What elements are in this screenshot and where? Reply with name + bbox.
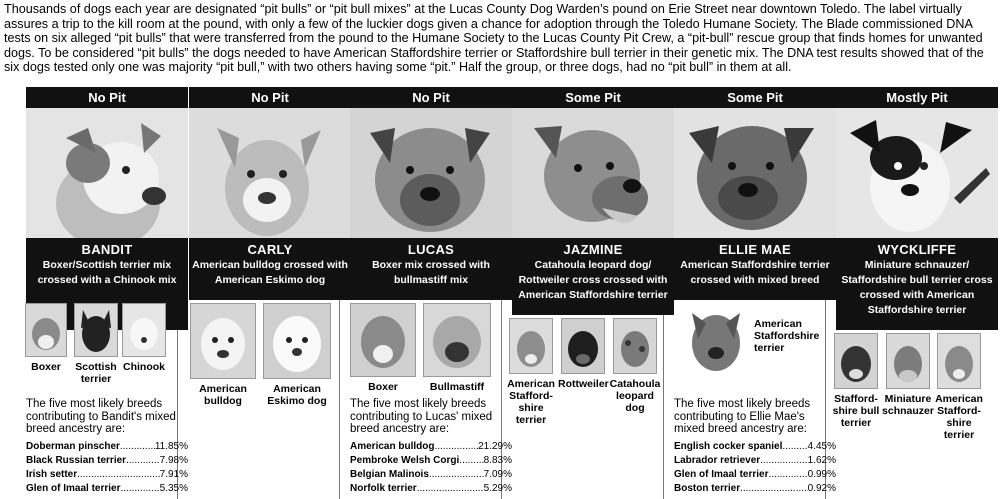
breed-photo	[263, 303, 331, 379]
status-label: No Pit	[350, 87, 512, 108]
breed-label: American Stafford-shire terrier	[935, 393, 983, 441]
ancestry-percent: 0.99%	[807, 468, 836, 480]
ancestry-breed: Irish setter	[26, 468, 78, 480]
intro-paragraph: Thousands of dogs each year are designated “pit bulls” or “pit bull mixes” at the Lucas County Dog Warden’s pound on Erie Street near downtown Toledo. The label virtually assures a trip to the kill room at the pound, with only a few of the luckier dogs given a chance for adoption through the Toledo Humane Society. The Blade commissioned DNA tests on six alleged “pit bulls” that were transferred from the pound to the Humane Society to the Lucas County Pit Crew, a “pit-bull” rescue group that finds homes for unwanted dogs. To be considered “pit bulls” the dogs needed to have American Staffordshire terrier or Staffordshire bull terrier in their genetic mix. The DNA test results showed that of the six dogs tested only one was majority “pit bull,” with two others having some “pit.” Half the group, or three dogs, had no “pit bull” in them at all.	[4, 2, 984, 74]
breed-photo	[190, 303, 256, 379]
dog-name-box	[512, 238, 674, 315]
dog-column-lucas	[350, 87, 512, 499]
ancestry-breed: American bulldog	[350, 440, 435, 452]
ancestry-breed: English cocker spaniel	[674, 440, 783, 452]
ancestry-percent: 7.91%	[159, 468, 188, 480]
breed-label: American Staffordshire terrier	[754, 318, 820, 354]
dog-name: CARLY	[247, 242, 293, 257]
breed-label: Rottweiler	[558, 378, 609, 390]
ancestry-percent: 7.09%	[483, 468, 512, 480]
breed-label: Bullmastiff	[429, 381, 485, 393]
ancestry-breed: Labrador retriever	[674, 454, 761, 466]
dog-name: JAZMINE	[563, 242, 623, 257]
ancestry-percent: 8.83%	[483, 454, 512, 466]
dog-name: LUCAS	[407, 242, 455, 257]
breed-photo	[886, 333, 930, 389]
breed-item	[830, 333, 882, 429]
breed-item	[24, 303, 68, 373]
ancestry-percent: 4.45%	[807, 440, 836, 452]
ancestry-percent: 11.85%	[154, 440, 188, 452]
dog-name-box	[350, 238, 512, 300]
ancestry-breed: Pembroke Welsh Corgi	[350, 454, 460, 466]
ancestry-percent: 5.35%	[159, 482, 188, 494]
dog-name: WYCKLIFFE	[877, 242, 957, 257]
ancestry-percent: 5.29%	[483, 482, 512, 494]
ancestry-section	[350, 398, 512, 496]
ancestry-row	[350, 454, 512, 468]
ancestry-row	[350, 440, 512, 454]
ancestry-row	[350, 468, 512, 482]
breed-label: American Eskimo dog	[267, 383, 327, 407]
breed-item	[558, 318, 608, 390]
breed-label: Chinook	[123, 361, 165, 373]
ancestry-percent: 21.29%	[478, 440, 512, 452]
dog-name: BANDIT	[81, 242, 133, 257]
dog-column-carly	[189, 87, 351, 499]
breed-item	[72, 303, 120, 385]
ancestry-section	[26, 398, 188, 496]
ancestry-title: The five most likely breeds contributing to Bandit's mixed breed ancestry are:	[26, 398, 176, 435]
dog-photo	[674, 108, 836, 238]
ancestry-breed: Black Russian terrier	[26, 454, 127, 466]
breed-photo	[25, 303, 67, 357]
dog-name-box	[836, 238, 998, 330]
breed-item	[261, 303, 333, 407]
dog-mix-description: Boxer/Scottish terrier mix crossed with a Chinook mix	[37, 259, 177, 286]
breed-photo	[561, 318, 605, 374]
status-label: Some Pit	[674, 87, 836, 108]
breed-photo	[834, 333, 878, 389]
dog-photo	[189, 108, 351, 238]
breed-item	[422, 303, 492, 393]
ancestry-section	[674, 398, 836, 496]
dog-photo	[26, 108, 188, 238]
dog-name-box	[674, 238, 836, 300]
ancestry-row	[674, 482, 836, 496]
dog-column-jazmine	[507, 87, 674, 499]
ancestry-percent: 1.62%	[807, 454, 836, 466]
ancestry-breed: Glen of Imaal terrier	[26, 482, 121, 494]
breed-label: Boxer	[368, 381, 398, 393]
dog-column-ellie-mae	[674, 87, 836, 499]
breed-item	[504, 318, 558, 426]
breed-label: American bulldog	[199, 383, 247, 407]
breed-item	[932, 333, 986, 441]
ancestry-breed: Belgian Malinois	[350, 468, 429, 480]
dog-name: ELLIE MAE	[718, 242, 792, 257]
ancestry-row	[674, 440, 836, 454]
ancestry-title: The five most likely breeds contributing to Ellie Mae's mixed breed ancestry are:	[674, 398, 811, 435]
ancestry-row	[674, 454, 836, 468]
ancestry-breed: Glen of Imaal terrier	[674, 468, 769, 480]
breed-item	[680, 303, 830, 383]
status-label: No Pit	[26, 87, 188, 108]
ancestry-breed: Norfolk terrier	[350, 482, 417, 494]
dog-photo	[350, 108, 512, 238]
status-label: No Pit	[189, 87, 351, 108]
breed-photo	[74, 303, 118, 357]
breed-item	[350, 303, 416, 393]
breed-label: Miniature schnauzer	[882, 393, 934, 417]
ancestry-row	[26, 454, 188, 468]
dog-column-bandit	[26, 87, 188, 499]
ancestry-row	[26, 440, 188, 454]
dog-column-wyckliffe	[832, 87, 998, 499]
ancestry-breed: Doberman pinscher	[26, 440, 120, 452]
breed-label: Stafford-shire bull terrier	[832, 393, 880, 429]
breed-label: Catahoula leopard dog	[609, 378, 661, 414]
breed-item	[882, 333, 934, 417]
breed-label: Boxer	[31, 361, 61, 373]
status-label: Some Pit	[512, 87, 674, 108]
breed-item	[608, 318, 662, 414]
breed-photo	[122, 303, 166, 357]
dog-mix-description: Miniature schnauzer/ Staffordshire bull terrier cross crossed with American Staffordshire terrier	[841, 259, 993, 316]
ancestry-title: The five most likely breeds contributing to Lucas' mixed breed ancestry are:	[350, 398, 493, 435]
dog-mix-description: Boxer mix crossed with bullmastiff mix	[372, 259, 490, 286]
dog-mix-description: Catahoula leopard dog/ Rottweiler cross crossed with American Staffordshire terrier	[518, 259, 668, 301]
breed-photo	[350, 303, 416, 377]
breed-label: American Stafford-shire terrier	[507, 378, 555, 426]
breed-photo	[937, 333, 981, 389]
ancestry-row	[26, 468, 188, 482]
dog-mix-description: American Staffordshire terrier crossed with mixed breed	[680, 259, 830, 286]
breed-photo	[509, 318, 553, 374]
ancestry-percent: 0.92%	[807, 482, 836, 494]
dog-photo	[512, 108, 674, 238]
ancestry-row	[350, 482, 512, 496]
breed-item	[189, 303, 257, 407]
ancestry-row	[26, 482, 188, 496]
breed-photo	[423, 303, 491, 377]
dog-name-box	[189, 238, 351, 300]
ancestry-breed: Boston terrier	[674, 482, 741, 494]
dog-mix-description: American bulldog crossed with American Eskimo dog	[192, 259, 348, 286]
ancestry-percent: 7.98%	[159, 454, 188, 466]
breed-label: Scottish terrier	[75, 361, 117, 385]
breed-photo	[684, 303, 748, 377]
breed-photo	[613, 318, 657, 374]
dog-photo	[836, 108, 998, 238]
ancestry-row	[674, 468, 836, 482]
status-label: Mostly Pit	[836, 87, 998, 108]
breed-item	[122, 303, 166, 373]
